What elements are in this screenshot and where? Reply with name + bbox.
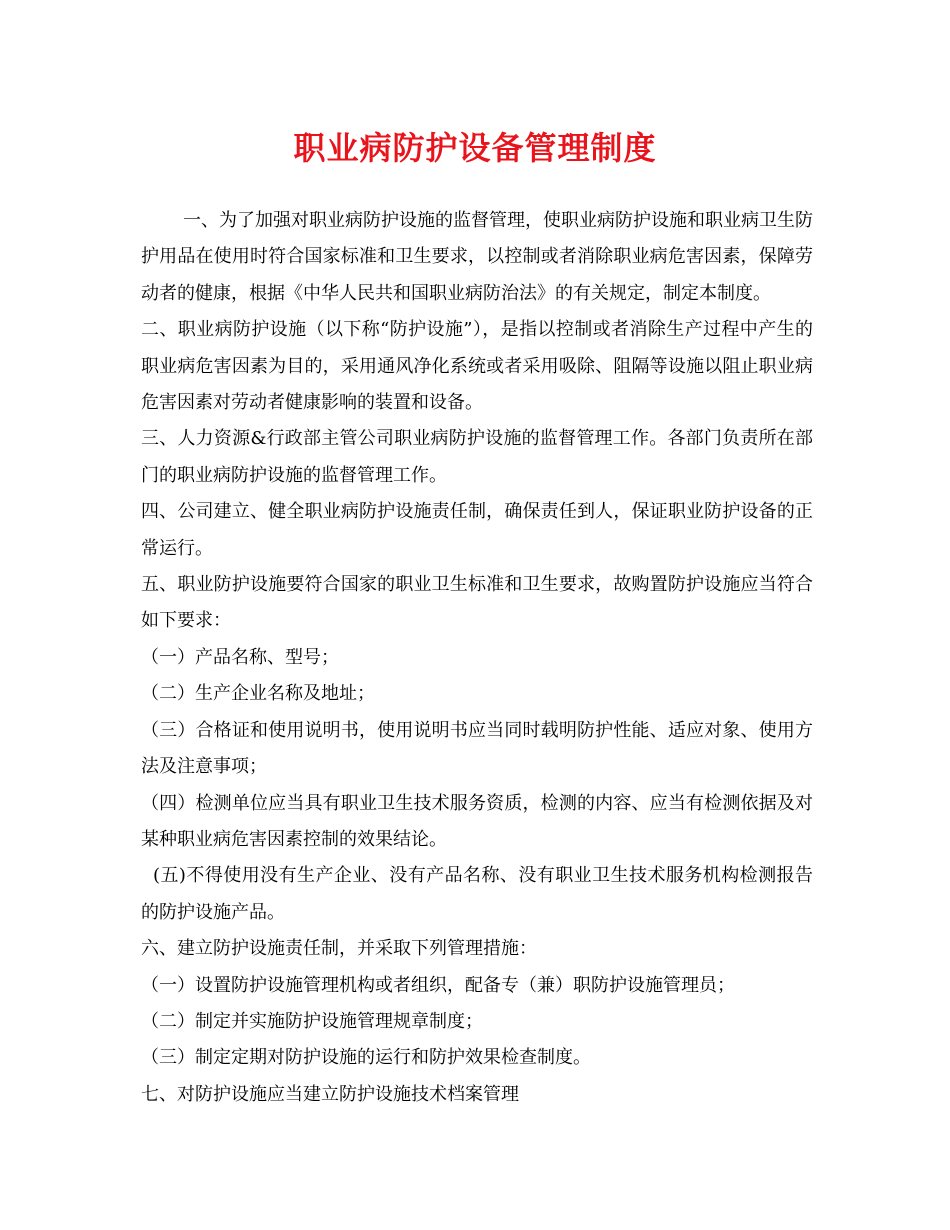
paragraph-1: 一、为了加强对职业病防护设施的监督管理，使职业病防护设施和职业病卫生防护用品在使用时符合国家标准和卫生要求，以控制或者消除职业病危害因素，保障劳动者的健康，根据《中华人民共和国职业病防治法》的有关规定，制定本制度。 (141, 210, 813, 304)
paragraph-4: 四、公司建立、健全职业病防护设施责任制，确保责任到人，保证职业防护设备的正常运行。 (141, 501, 813, 559)
paragraph-3: 三、人力资源&行政部主管公司职业病防护设施的监督管理工作。各部门负责所在部门的职业病防护设施的监督管理工作。 (141, 428, 813, 486)
paragraph-5-item-2: （二）生产企业名称及地址； (141, 683, 375, 705)
paragraph-6-item-3: （三）制定定期对防护设施的运行和防护效果检查制度。 (141, 1047, 591, 1069)
paragraph-2: 二、职业病防护设施（以下称“防护设施”），是指以控制或者消除生产过程中产生的职业病危害因素为目的，采用通风净化系统或者采用吸除、阻隔等设施以阻止职业病危害因素对劳动者健康影响的装置和设备。 (141, 319, 813, 414)
paragraph-5: 五、职业防护设施要符合国家的职业卫生标准和卫生要求，故购置防护设施应当符合如下要求： (141, 574, 813, 632)
paragraph-5-item-3: （三）合格证和使用说明书，使用说明书应当同时载明防护性能、适应对象、使用方法及注意事项； (141, 719, 813, 778)
paragraph-6-item-1: （一）设置防护设施管理机构或者组织，配备专（兼）职防护设施管理员； (141, 974, 735, 996)
paragraph-6: 六、建立防护设施责任制，并采取下列管理措施： (141, 938, 537, 960)
paragraph-5-item-1: （一）产品名称、型号； (141, 646, 339, 668)
document-title: 职业病防护设备管理制度 (293, 129, 657, 167)
paragraph-5-item-5: (五)不得使用没有生产企业、没有产品名称、没有职业卫生技术服务机构检测报告的防护设施产品。 (141, 865, 813, 923)
paragraph-5-item-4: （四）检测单位应当具有职业卫生技术服务资质，检测的内容、应当有检测依据及对某种职业病危害因素控制的效果结论。 (141, 792, 813, 850)
paragraph-6-item-2: （二）制定并实施防护设施管理规章制度； (141, 1010, 483, 1032)
document-body (141, 203, 813, 1113)
paragraph-7: 七、对防护设施应当建立防护设施技术档案管理 (141, 1083, 519, 1105)
